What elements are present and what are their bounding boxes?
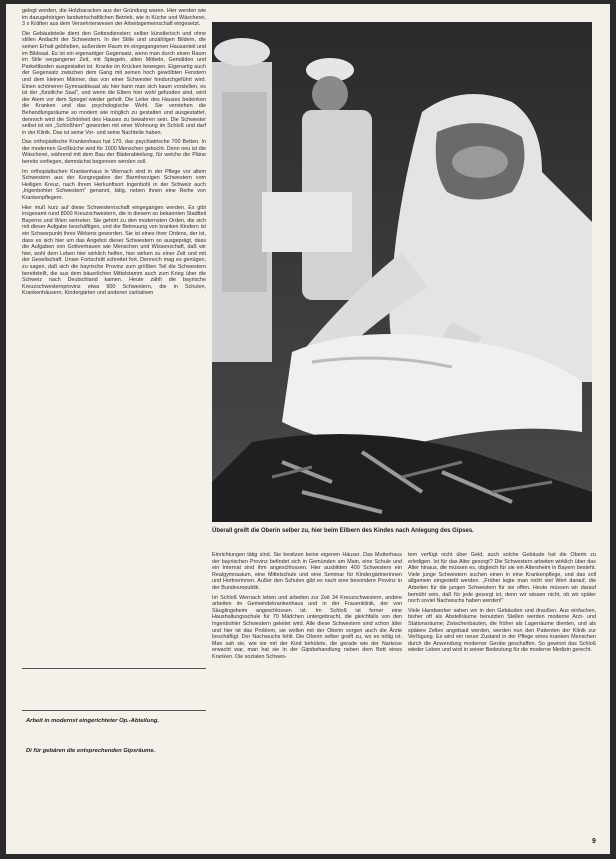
- divider: [22, 668, 206, 669]
- paragraph: gelegt worden, die Holzbaracken aus der Gründung waren. Hier werden wie im dazugehörigen landwirtschaftlichen Betrieb, wie in Küche und Wäscherei, 3 x Kräften aus dem Versehrtenwesen der Arbeitsgemeinschaft eingesetzt.: [22, 8, 206, 28]
- paragraph: Im orthopädischen Krankenhaus in Wernach sind in der Pflege vor allem Schwestern aus der Kongregation der Barmherzigen Schwestern vom Heiligen Kreuz, nach ihrem Herkunftsort Ingenbohl in der Schweiz auch „Ingenbohler Schwestern" genannt, tätig, neben ihnen eine Reihe von Krankenpflegern.: [22, 168, 206, 202]
- paragraph: Viele Handwerker sahen wir in den Gebäuden und draußen. Aus einfachen, bisher oft als Abstellräume benutzten Stellen werden moderne Arzt- und Stationsräume; Zwischenbauten, die früher als Lagerräume dienten, und als spätere Zellen angebaut werden, werden nun den Patienten der Klinik zur Verfügung. Es wird ein neuer Zustand in der Pflege eines kranken Menschen durch die Anwendung moderner Geräte geschaffen. So gewinnt das Schloß wieder Leben und wird in seiner Bedeutung für die moderne Medizin gerecht.: [408, 607, 596, 654]
- paragraph: Das orthopädische Krankenhaus hat 170, das psychiatrische 700 Betten. In der modernen Großküche wird für 1000 Menschen gekocht. Denn neu ist die Wäscherei, während mit dem Bau der Bäderabteilung, für welche die Pläne bereits vorliegen, demnächst begonnen werden soll.: [22, 139, 206, 166]
- op-caption: Arbeit in modernst eingerichteter Op.-Abteilung.: [26, 718, 160, 724]
- right-text-column: [408, 552, 596, 842]
- photo-illustration: [212, 22, 592, 522]
- paragraph: tern verfügt nicht über Geld, auch solche Gebäude hat die Oberin zu erledigen. Ist für das Alter gesorgt? Die Schwestern arbeiten wirklich über das Alter hinaus, die müssen es, obgleich für sie ein Altersheim in Bayern besteht. Viele junge Schwestern suchen einen in eine Krankenpflege, und das soll allgemein eingestellt werden. „Früher legte man nicht viel Wert darauf, die Arbeiten für die jungen Schwestern für sie offen. Heute müssen wir darauf bemüht sein, daß für jede gesorgt ist, denn wir wissen nicht, ob wir später noch soviel Nachwuchs haben werden!": [408, 552, 596, 605]
- divider: [22, 710, 206, 711]
- magazine-page: [6, 4, 610, 854]
- photo-caption: Überall greift die Oberin selber zu, hier beim Eilbern des Kindes nach Anlegung des Gipses.: [212, 528, 474, 534]
- paragraph: Einrichtungen tätig sind. Sie besitzen keine eigenen Häuser. Das Mutterhaus der bayrischen Provinz befindet sich in Gemünden am Main, eine Schule und ein Internat sind ihm angeschlossen. Hier ausbilden 400 Schwestern ein Realgymnasium, eine Mittelschule und eine Seminar für Kindergärtnerinnen und Hortnerinnen. Außer den Schulen gibt es nach eine besondere Provinz in der Bundesrepublik.: [212, 552, 402, 591]
- page-number: 9: [592, 838, 596, 845]
- paragraph: Im Schloß Wernach leben und arbeiten zur Zeit 34 Kreuzschwestern, andere arbeiten im Gemeindekrankenhaus und in der Frauenklinik, der von Säuglingsheim angeschlossen ist. Im Schloß ist ferner eine Haushaltungsschule für 70 Mädchen untergebracht, die gleichfalls von den Ingenbohler Schwestern geleitet wird. Alle diese Schwestern sind schon älter und hier ist das Problem, sie wollen mit der Oberin sorgen auch die Ärzte beschäftigt. Der Nachwuchs fehlt. Die Oberin selber greift zu, wo es nötig ist. Man sah sie, wie sie mit der Kind behütete, die gerade wie der Narkose erwacht war, man hat sie in der Gipsbehandlung neben dem Bett eines Kranken. Die sozialen Schwes-: [212, 594, 402, 660]
- middle-text-column: [212, 552, 402, 842]
- left-text-column: [22, 8, 206, 698]
- gips-caption: Di für gebären die entsprechenden Gipsräume.: [26, 748, 156, 754]
- surgery-photo: [212, 22, 592, 522]
- paragraph: Hier muß kurz auf diese Schwesternschaft eingegangen werden. Es gibt insgesamt rund 8000 Kreuzschwestern, die in diesem so bekannten Stadtteil Bayerns und Wien vertreten. Sie gehört zu den modernsten Orden, die sich mit dieser Aufgabe beschäftigen, und die Betreuung von kranken Kindern ist ein Schwerpunkt ihres Wirkens geworden. Sie ist eines ihrer Ordens, der ist, dass es sich hier um das Angebot dieser Schwestern so ausgeprägt, dass die Aufgaben von Gottvertrauen wie Menschen und Wissenschaft, daß wir hier, wohl dem Leben hier wirklich helfen, hier wirken zu einer Zeit und mit der Gesellschaft. Unser Fortschritt schreitet fort. Dennoch mag es genügen, zu sagen, daß sich die bayrische Provinz zum größten Teil die Schwestern bereitstellt, die aus dem bäuerlichen Mittelstamm auch zum Krieg über die Schweiz nach Deutschland kamen. Heute zählt die bayrische Kreuzschwesternprovinz etwa 900 Schwestern, die in Schulen, Krankenhäusern, Kindergärten und anderen caritativen: [22, 204, 206, 297]
- paragraph: Die Gebäudeteile dient den Gottesdiensten; selber künstlerisch und ohne stillen Andacht der Schwestern. In der Stille und unzähligen Bildern, die seinen Erhalt geblieben, außerdem Raum im eingegangenen Hausanteil und im Bildsaal. Es ist ein eigenartiger Gegensatz, wenn man durch einen Raum im Stile vergangener Zeit, mit Spiegeln, alten Möbeln, Gemälden und Parkettboden ausgestattet ist. Kranke im Krücken bewegen. Eigenartig auch der Gegensatz zwischen dem Gang mit seinen hoch gewölbten Fenstern und dem kleinen Männer, das von einer Schwester hindurchgeführt wird. Einen schöneren Gymnastiksaal als hier kann man sich kaum vorstellen, es ist der „fürstliche Saal", und wenn die Eltern hier wohl gefunden sind, wird der Atem vor dem Spiegel wieder geholt. Die Leiter des Hauses bedenken die Kranken und das psychologische Wohl. Sie verstehen die Behandlungsräume so modern wie möglich zu gestalten und ausgestattet, dennoch wird die Schönheit des Hauses zu bewahren sein. Die Schwester selbst ist ein „Schloßherr" geworden mit einer Wohnung im Schloß und darf in der Klinik. Das ist seine Vor- und seine Nachteile haben.: [22, 30, 206, 136]
